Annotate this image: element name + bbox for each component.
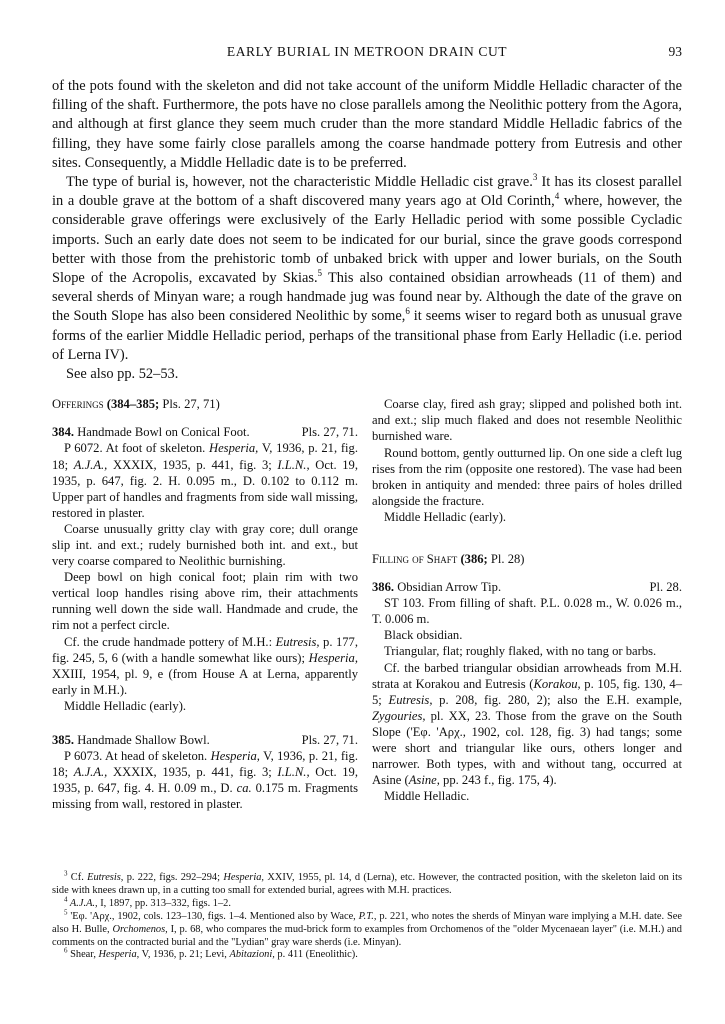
fn6-hesp: Hesperia,: [98, 949, 140, 961]
e384-p1c: XXXIX, 1935, p. 441, fig. 3;: [107, 457, 278, 472]
entry-385-title: [52, 732, 358, 748]
fn5-c: I, p. 68, who compares the mud-brick form to examples from Orchomenos of the "older Mycenaean layer" (i.e. M.H.) and comments on the contracted burial and the "Lydian" gray ware sherds (i.e. Minyan).: [52, 923, 682, 948]
fn3-eutresis: Eutresis,: [87, 872, 124, 883]
e385-p1b: V, 1936, p. 21, fig. 18;: [52, 749, 359, 780]
running-head: [52, 44, 682, 66]
entry-386-title: [372, 579, 682, 595]
p2-text-d: This also contained obsidian arrowheads (11 of them) and several sherds of Minyan ware; a rough handmade jug was found near by. Although the date of the grave on the South Slope has also been considered Neolithic by some,: [52, 270, 682, 325]
entry-385-date: Middle Helladic (early).: [384, 509, 507, 524]
entry-384-number: 384.: [52, 425, 75, 440]
p2-text-e: it seems wiser to regard both as unusual grave forms of the earlier Middle Helladic period, perhaps of the transitional phase from Early Helladic (i.e. period of Lerna IV).: [52, 308, 682, 363]
entry-386-number: 386.: [372, 580, 395, 595]
fn6-a: Shear,: [67, 949, 99, 961]
entry-384-shape: Deep bowl on high conical foot; plain rim with two vertical loop handles rising above rim, their attachments running well down the side wall. Handmade and crude, the rim not a perfect circle.: [52, 570, 358, 633]
e385-p1e: 0.175 m. Fragments missing from wall, restored in plaster.: [52, 781, 358, 812]
e385-p1a: P 6073. At head of skeleton.: [64, 749, 211, 764]
fn5-pt: P.T.,: [358, 910, 377, 922]
filling-plates: Pl. 28): [487, 552, 525, 566]
e386-p4d: pl. XX, 23. Those from the grave on the South Slope ('Εφ. 'Αρχ., 1902, col. 128, fig. 3) had tangs; some were short and triangular like ours, others longer and narrower. Both types, with and without tang, occurred at Asine (: [372, 708, 682, 788]
offerings-plates: Pls. 27, 71): [159, 397, 220, 412]
entry-386-shape: Triangular, flat; roughly flaked, with no tang or barbs.: [384, 644, 657, 659]
filling-nums: (386;: [460, 552, 488, 566]
footnote-3: [52, 869, 683, 898]
fn6-c: p. 411 (Eneolithic).: [274, 949, 358, 961]
footnotes: [52, 869, 683, 962]
fn6-b: V, 1936, p. 21; Levi,: [139, 949, 230, 961]
see-also-line: See also pp. 52–53.: [66, 366, 179, 383]
entry-384-comparanda: [52, 634, 358, 698]
e384-p4a: Cf. the crude handmade pottery of M.H.:: [64, 634, 276, 649]
entry-384-date: Middle Helladic (early).: [64, 698, 187, 713]
entry-384-name: Handmade Bowl on Conical Foot.: [74, 425, 250, 440]
e385-iln: I.L.N.,: [277, 765, 310, 780]
paragraph-2: [52, 173, 682, 365]
entry-386-comparanda: [372, 660, 682, 789]
footnote-ref-5[interactable]: 5: [317, 268, 323, 279]
e384-p4c: XXIII, 1954, pl. 9, e (from House A at Lerna, apparently early in M.H.).: [52, 666, 358, 697]
entry-386-date: Middle Helladic.: [384, 789, 470, 804]
fn4-a: I, 1897, pp. 313–332, figs. 1–2.: [97, 897, 231, 909]
e384-hesp2: Hesperia,: [308, 650, 358, 665]
footnote-ref-4[interactable]: 4: [554, 191, 560, 202]
p2-text-c: where, however, the considerable grave offerings were exclusively of the Early Helladic period with some possible Cycladic imports. Such an early date does not seem to be indicated for our burial, since the grave goods correspond better with those from the prehistoric tomb of unbaked brick with upper and lower burials, on the South Slope of the Acropolis, excavated by Skias.: [52, 193, 682, 287]
body-text: [52, 77, 682, 384]
fn6-abit: Abitazioni,: [229, 949, 275, 961]
p2-text-a: The type of burial is, however, not the characteristic Middle Helladic cist grave.: [66, 174, 533, 191]
page: [52, 44, 682, 829]
fn5-a: 'Εφ. 'Αρχ., 1902, cols. 123–130, figs. 1–4. Mentioned also by Wace,: [67, 910, 359, 922]
footnote-ref-3[interactable]: 3: [532, 172, 538, 183]
e384-aja: A.J.A.,: [73, 457, 108, 472]
footnote-ref-6[interactable]: 6: [405, 306, 410, 317]
e384-p1b: V, 1936, p. 21, fig. 18;: [52, 441, 358, 472]
offerings-heading: [52, 396, 358, 412]
entry-386-material: Black obsidian.: [384, 628, 463, 643]
filling-label: Filling of Shaft: [372, 552, 458, 566]
fn5-b: p. 221, who notes the sherds of Minyan ware implying a M.H. date. See also H. Bulle,: [52, 910, 682, 935]
left-column: [52, 396, 358, 812]
fn3-mark: 3: [64, 869, 68, 878]
e386-p4c: p. 208, fig. 280, 2); also the E.H. example,: [432, 692, 682, 707]
e384-eutresis: Eutresis,: [275, 634, 320, 649]
fn3-hesp: Hesperia,: [223, 872, 265, 883]
e386-asine: Asine,: [408, 773, 440, 788]
right-column: [372, 396, 682, 804]
e384-p1a: P 6072. At foot of skeleton.: [64, 441, 209, 456]
e385-p1d: Oct. 19, 1935, p. 647, fig. 4. H. 0.09 m., D.: [52, 765, 358, 796]
entry-385-plates: Pls. 27, 71.: [301, 733, 358, 748]
footnote-5: [52, 908, 682, 950]
entry-384-fabric: Coarse unusually gritty clay with gray core; dull orange slip int. and ext.; rudely burnished both int. and ext., but very coarse compared to Neolithic burnishing.: [52, 521, 358, 569]
filling-heading: [372, 551, 682, 567]
fn3-b: p. 222, figs. 292–294;: [123, 872, 224, 883]
e386-eutresis: Eutresis,: [388, 692, 433, 707]
entry-385-shape: Round bottom, gently outturned lip. On one side a cleft lug rises from the rim (opposite one restored). The vase had been broken in antiquity and mended: three pairs of holes drilled alongside the fracture.: [372, 445, 683, 508]
e384-p4b: p. 177, fig. 245, 5, 6 (with a handle somewhat like ours);: [52, 634, 359, 665]
fn5-orch: Orchomenos,: [112, 923, 168, 935]
entry-385-ref: [52, 748, 358, 812]
footnote-6: [52, 946, 682, 962]
entry-385-fabric: Coarse clay, fired ash gray; slipped and polished both int. and ext.; slip much flaked and does not resemble Neolithic burnished ware.: [372, 397, 682, 444]
entry-384-title: [52, 424, 358, 440]
entry-386-name: Obsidian Arrow Tip.: [394, 580, 502, 595]
entry-385-name: Handmade Shallow Bowl.: [74, 733, 210, 748]
footnote-4: [52, 895, 682, 911]
page-number: 93: [668, 44, 682, 59]
running-title: EARLY BURIAL IN METROON DRAIN CUT: [226, 44, 508, 59]
e385-ca: ca.: [236, 781, 252, 796]
fn4-aja: A.J.A.,: [67, 897, 98, 909]
p2-text-b: It has its closest parallel in a double grave at the bottom of a shaft discovered many years ago at Old Corinth,: [52, 174, 682, 210]
e385-aja: A.J.A.,: [73, 765, 108, 780]
offerings-nums: (384–385;: [106, 397, 160, 412]
e386-p4e: pp. 243 f., fig. 175, 4).: [439, 773, 557, 788]
fn6-mark: 6: [64, 946, 68, 955]
fn4-mark: 4: [64, 895, 68, 904]
e385-p1c: XXXIX, 1935, p. 441, fig. 3;: [107, 765, 278, 780]
entry-385-number: 385.: [52, 733, 75, 748]
e386-p4a: Cf. the barbed triangular obsidian arrowheads from M.H. strata at Korakou and Eutresis (: [372, 660, 682, 691]
entry-386-plates: Pl. 28.: [649, 580, 682, 595]
e386-zygouries: Zygouries,: [372, 708, 426, 723]
e384-iln: I.L.N.,: [277, 457, 310, 472]
fn3-c: XXIV, 1955, pl. 14, d (Lerna), etc. However, the contracted position, with the skeleton laid on its side with knees drawn up, in a cutting too small for extended burial, agrees with M.H. practices.: [52, 872, 683, 896]
paragraph-1: of the pots found with the skeleton and did not take account of the uniform Middle Helladic character of the filling of the shaft. Furthermore, the pots have no close parallels among the Neolithic pottery from the Agora, and although at first glance they seem much cruder than the more standard Middle Helladic fabrics of the filling, they have some fairly close parallels among the coarse handmade pottery from Eutresis and other sites. Consequently, a Middle Helladic date is to be preferred.: [52, 78, 682, 171]
entry-384-ref: [52, 440, 358, 520]
e386-korakou: Korakou,: [533, 676, 581, 691]
fn5-mark: 5: [64, 908, 68, 917]
e385-hesp: Hesperia,: [210, 749, 260, 764]
fn3-a: Cf.: [67, 872, 88, 883]
offerings-label: Offerings: [52, 397, 104, 412]
e386-p4b: p. 105, fig. 130, 4–5;: [372, 676, 683, 707]
entry-384-plates: Pls. 27, 71.: [301, 425, 358, 440]
e384-hesp: Hesperia,: [209, 441, 259, 456]
entry-386-ref: ST 103. From filling of shaft. P.L. 0.028 m., W. 0.026 m., T. 0.006 m.: [372, 596, 682, 627]
e384-p1d: Oct. 19, 1935, p. 647, fig. 2. H. 0.095 m., D. 0.102 to 0.112 m. Upper part of handles and fragments from side wall missing, restored in plaster.: [52, 457, 358, 520]
catalogue-columns: [52, 396, 682, 829]
